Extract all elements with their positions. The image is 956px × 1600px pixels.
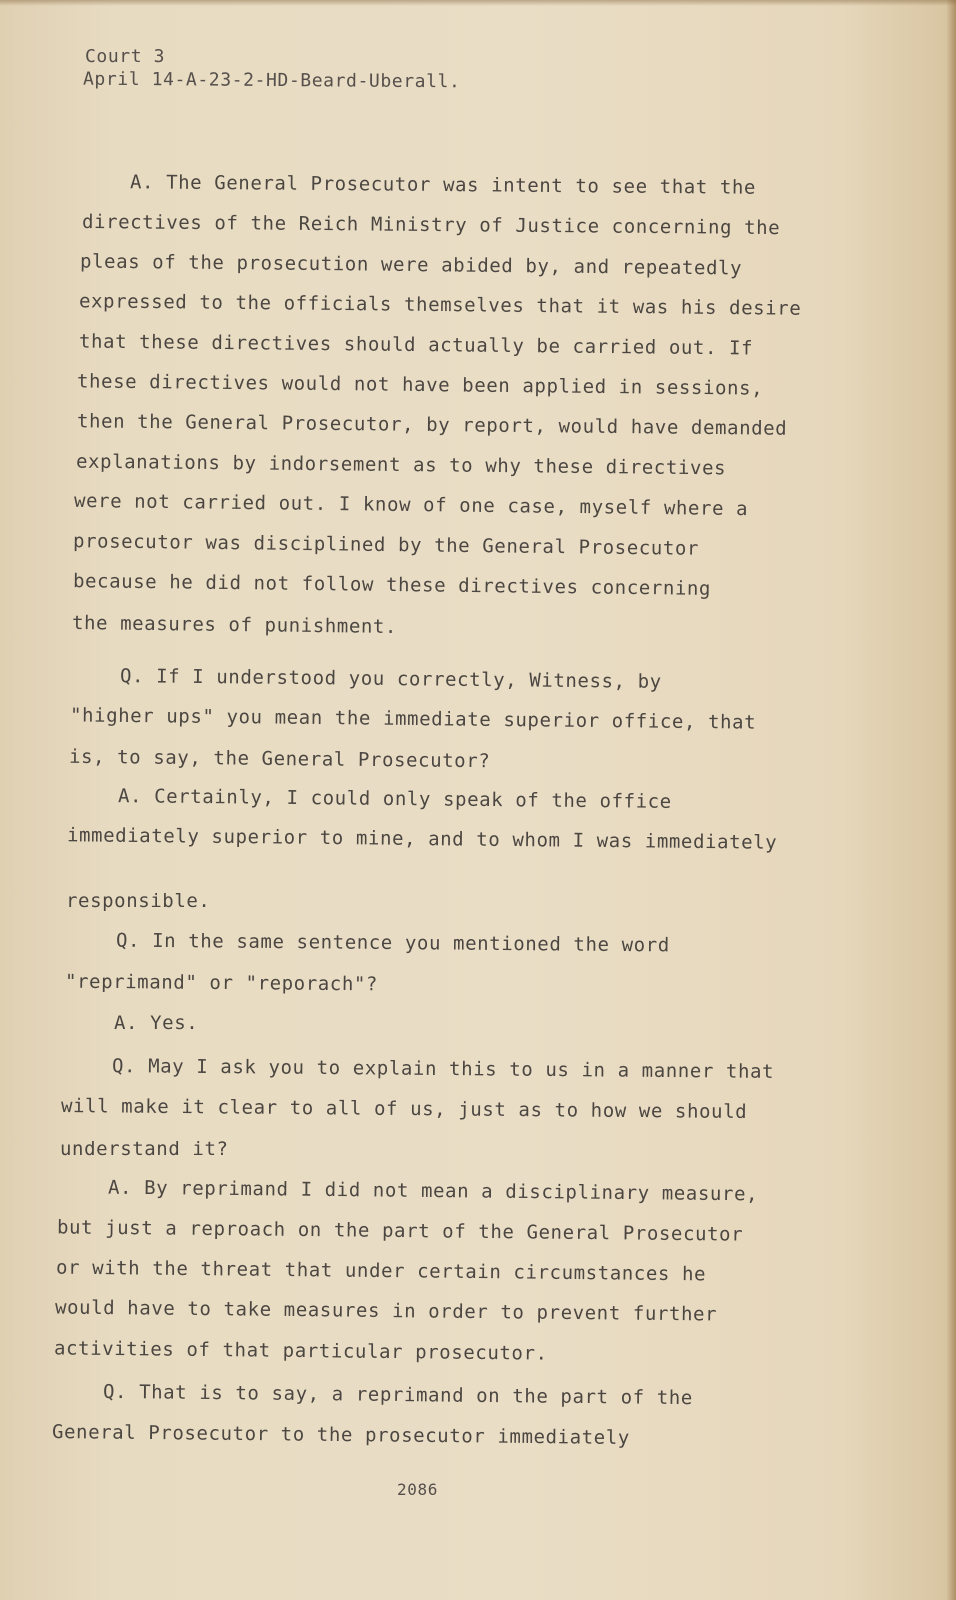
- page-edge-shadow-top: [0, 0, 956, 6]
- transcript-line: Q. If I understood you correctly, Witness, by: [119, 665, 662, 693]
- transcript-line: these directives would not have been applied in sessions,: [76, 370, 764, 400]
- transcript-line: activities of that particular prosecutor.: [53, 1337, 548, 1365]
- transcript-line: were not carried out. I know of one case, myself where a: [73, 489, 749, 521]
- transcript-line: "reprimand" or "reporach"?: [64, 970, 379, 996]
- transcript-line: then the General Prosecutor, by report, would have demanded: [76, 410, 788, 440]
- transcript-line: A. Certainly, I could only speak of the office: [117, 785, 672, 813]
- transcript-line: will make it clear to all of us, just as to how we should: [60, 1095, 748, 1123]
- transcript-line: Q. May I ask you to explain this to us in a manner that: [111, 1055, 775, 1083]
- transcript-line: responsible.: [66, 890, 211, 912]
- transcript-line: prosecutor was disciplined by the General Prosecutor: [72, 530, 700, 560]
- transcript-line: pleas of the prosecution were abided by, and repeatedly: [79, 250, 743, 280]
- transcript-line: immediately superior to mine, and to whom I was immediately: [66, 824, 778, 854]
- transcript-line: that these directives should actually be carried out. If: [78, 330, 754, 360]
- transcript-line: explanations by indorsement as to why these directives: [75, 450, 727, 480]
- transcript-line: because he did not follow these directives concerning: [72, 570, 712, 600]
- transcript-line: General Prosecutor to the prosecutor immediately: [51, 1420, 630, 1450]
- transcript-line: but just a reproach on the part of the General Prosecutor: [56, 1216, 744, 1246]
- header-court: Court 3: [85, 46, 166, 67]
- transcript-line: A. By reprimand I did not mean a disciplinary measure,: [107, 1176, 759, 1206]
- transcript-line: "higher ups" you mean the immediate superior office, that: [69, 704, 757, 734]
- transcript-line: directives of the Reich Ministry of Justice concerning the: [81, 210, 781, 240]
- transcript-line: or with the threat that under certain circumstances he: [55, 1256, 707, 1286]
- page-edge-shadow-right: [946, 0, 956, 1600]
- transcript-line: Q. That is to say, a reprimand on the part of the: [102, 1380, 694, 1410]
- transcript-line: would have to take measures in order to prevent further: [54, 1296, 718, 1326]
- transcript-line: Q. In the same sentence you mentioned the word: [115, 929, 670, 957]
- transcript-line: understand it?: [60, 1138, 229, 1160]
- transcript-line: A. Yes.: [114, 1012, 199, 1034]
- transcript-line: A. The General Prosecutor was intent to see that the: [129, 171, 757, 199]
- transcript-line: is, to say, the General Prosecutor?: [68, 745, 491, 773]
- transcript-line: the measures of punishment.: [71, 612, 398, 638]
- header-session: April 14-A-23-2-HD-Beard-Uberall.: [82, 68, 461, 93]
- transcript-line: expressed to the officials themselves that it was his desire: [78, 290, 802, 320]
- page-number: 2086: [397, 1480, 438, 1499]
